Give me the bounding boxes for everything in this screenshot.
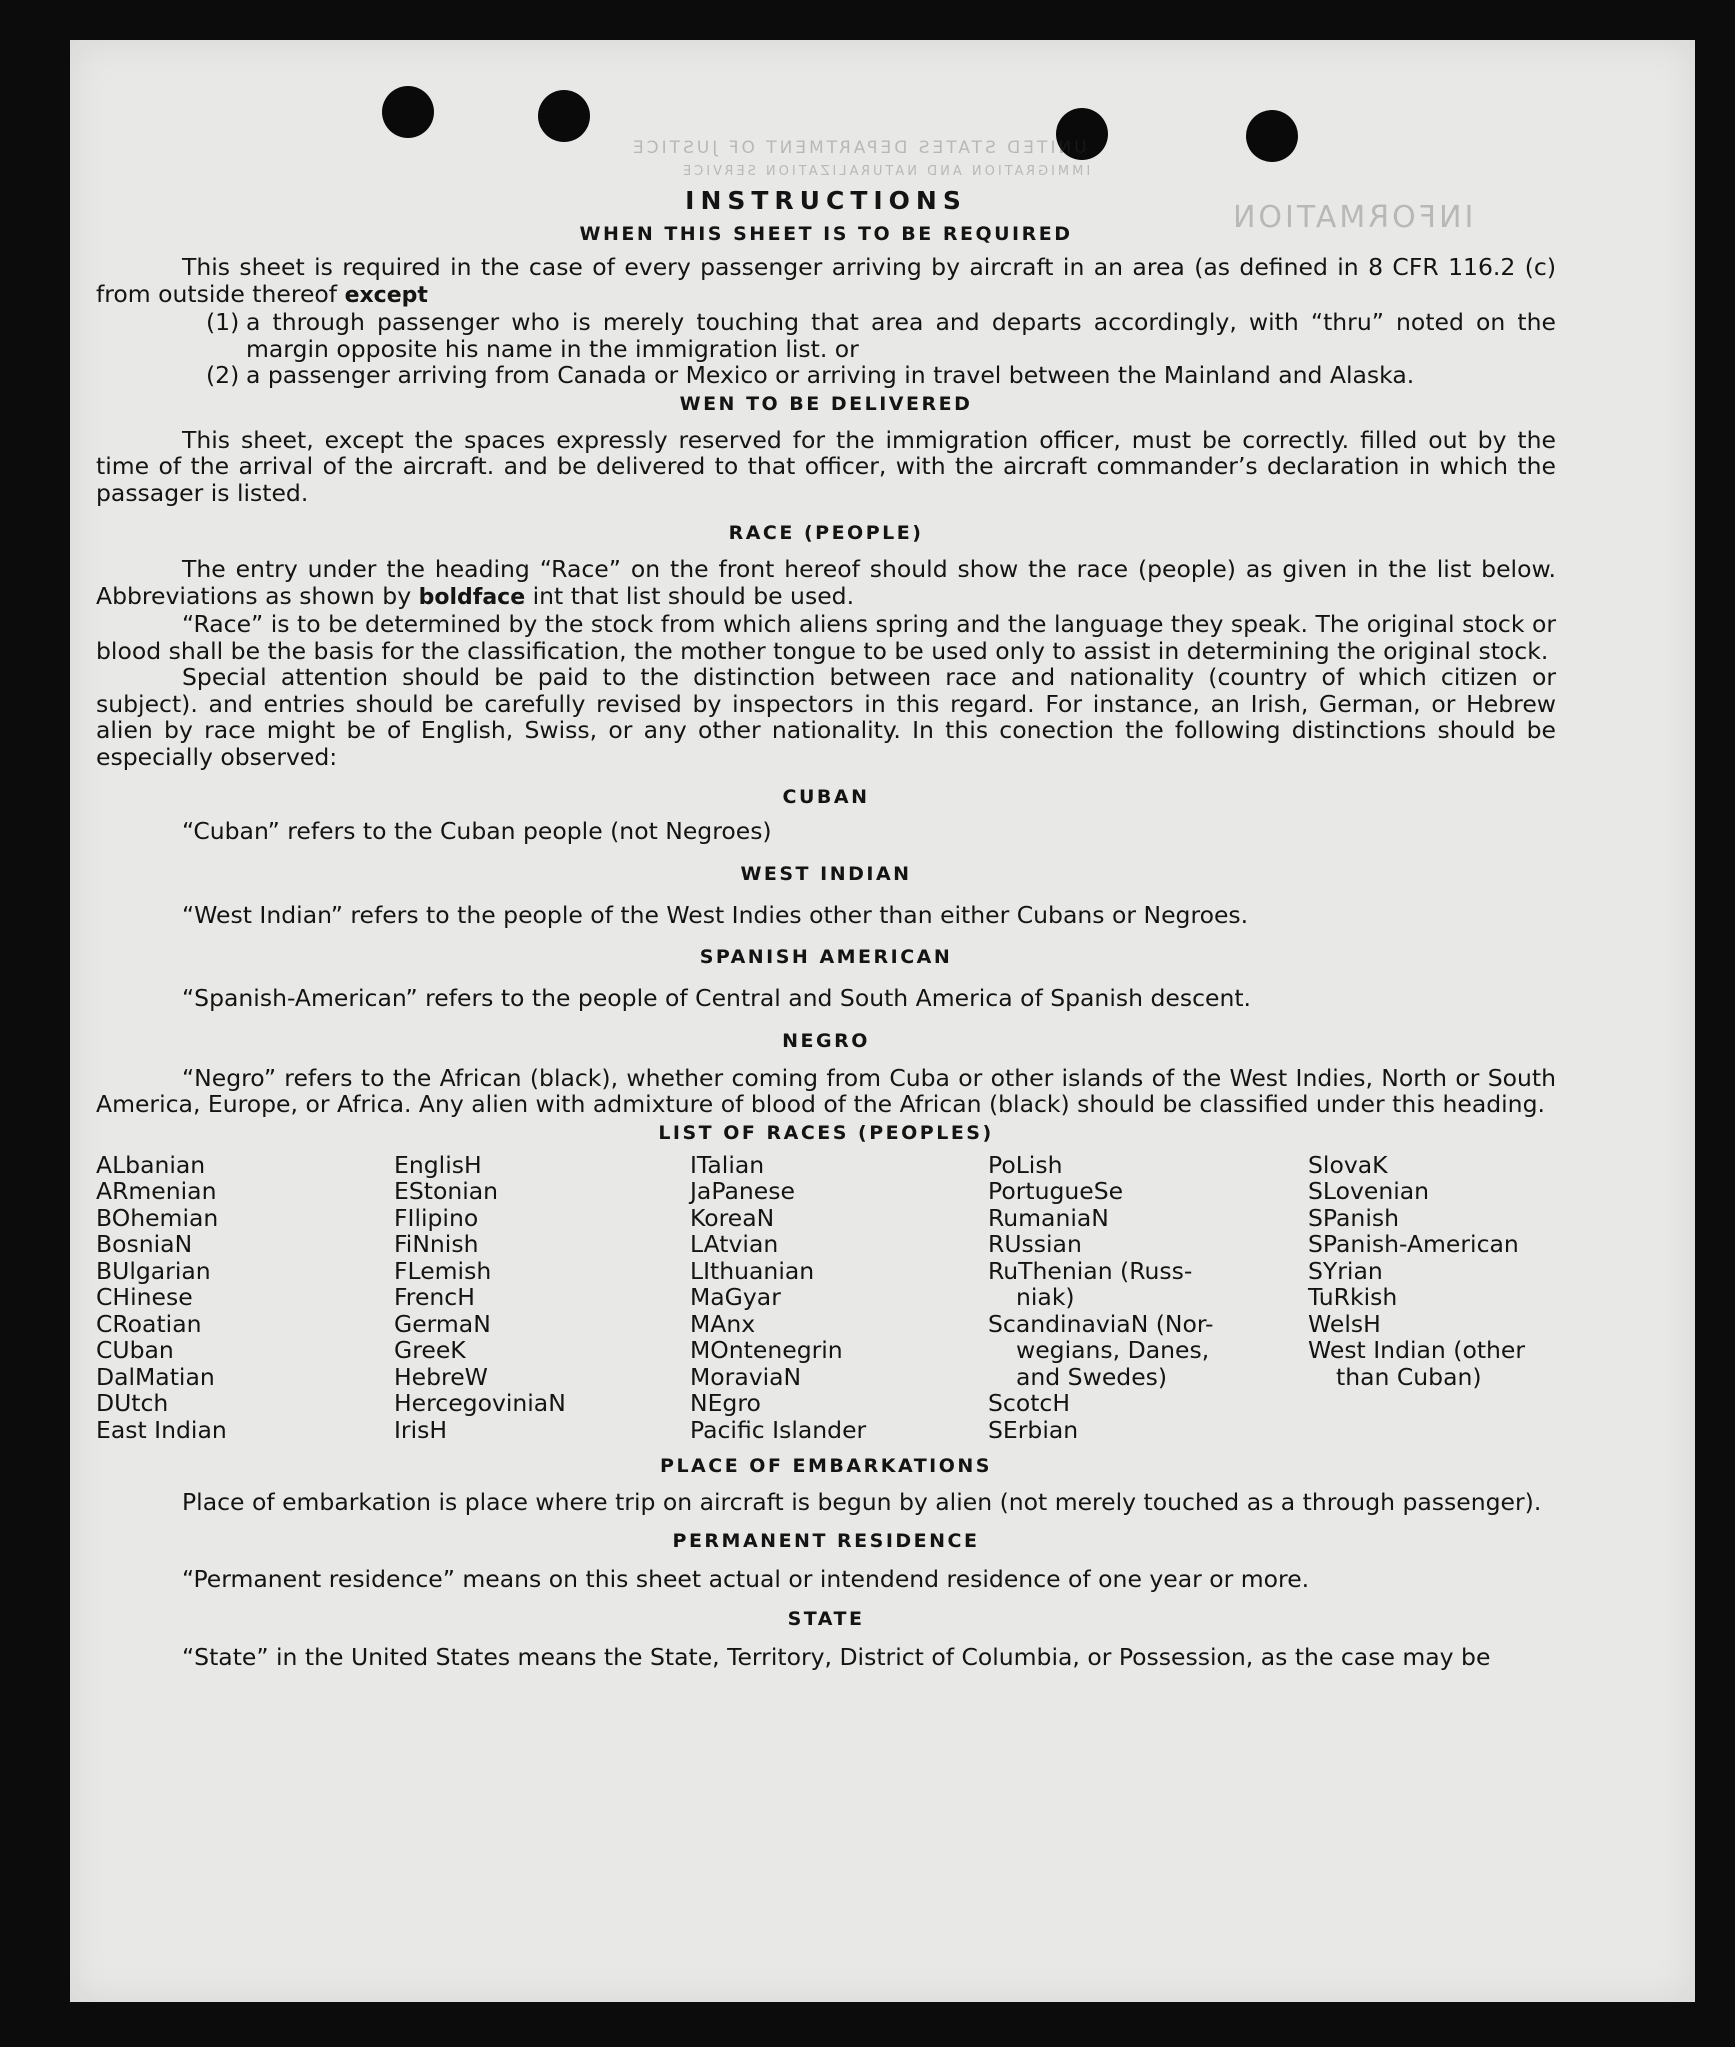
- heading-race: RACE (PEOPLE): [728, 522, 924, 544]
- race-entry: BUlgarian: [96, 1256, 211, 1285]
- race-entry: FIlipino: [394, 1203, 479, 1232]
- races-list: [96, 1152, 1556, 1444]
- race-entry: Pacific Islander: [690, 1415, 867, 1444]
- heading-cuban: CUBAN: [782, 786, 870, 808]
- race-entry: East Indian: [96, 1415, 227, 1444]
- race-entry: RUssian: [988, 1230, 1082, 1258]
- race-entry: RumaniaN: [988, 1203, 1109, 1232]
- heading-state: STATE: [787, 1608, 865, 1630]
- race-entry: JaPanese: [690, 1177, 795, 1205]
- race-entry: FiNnish: [394, 1230, 479, 1258]
- race-entry: SYrian: [1308, 1256, 1383, 1285]
- document-sheet: [70, 40, 1695, 2002]
- heading-embarkation: PLACE OF EMBARKATIONS: [660, 1455, 992, 1477]
- cuban-text: “Cuban” refers to the Cuban people (not Negroes): [182, 817, 772, 845]
- races-column-4: [988, 1152, 1308, 1444]
- race-entry: wegians, Danes,: [1016, 1336, 1210, 1364]
- race-entry: SPanish-American: [1308, 1230, 1519, 1258]
- race-entry: NEgro: [690, 1389, 761, 1417]
- races-column-1: [96, 1152, 394, 1444]
- race-paragraph-3: Special attention should be paid to the distinction between race and nationality (country of which citizen or subject). and entries should be carefully revised by inspectors in this regard. For instance, an Irish, German, or Hebrew alien by race might be of English, Swiss, or any other nationality. In this conection the following distinctions should be especially observed:: [96, 663, 1556, 771]
- race-entry: PoLish: [988, 1150, 1063, 1179]
- residence-text: “Permanent residence” means on this sheet actual or intendend residence of one year or more.: [182, 1564, 1310, 1593]
- race-entry: SPanish: [1308, 1203, 1399, 1232]
- race-entry: and Swedes): [1016, 1362, 1168, 1391]
- race-entry: West Indian (other: [1308, 1336, 1526, 1364]
- heading-residence: PERMANENT RESIDENCE: [672, 1529, 980, 1552]
- race-entry: LIthuanian: [690, 1256, 815, 1285]
- state-text: “State” in the United States means the State, Territory, District of Columbia, or Possession, as the case may be: [182, 1643, 1491, 1671]
- race-entry: MoraviaN: [690, 1362, 802, 1391]
- punch-hole-4: [1246, 110, 1298, 162]
- race-entry: ITalian: [690, 1150, 765, 1179]
- race-paragraph-2: “Race” is to be determined by the stock from which aliens spring and the language they speak. The original stock or blood shall be the basis for the classification, the mother tongue to be used only to assist in determining the original stock.: [96, 610, 1556, 665]
- races-column-5: [1308, 1152, 1556, 1444]
- race-entry: HebreW: [394, 1362, 488, 1391]
- bleed-through-side: INFORMATION: [1230, 200, 1474, 235]
- instructions-content: [96, 186, 1556, 1671]
- heading-spanish-american: SPANISH AMERICAN: [699, 946, 953, 968]
- race-entry: SlovaK: [1308, 1150, 1388, 1179]
- page-title: INSTRUCTIONS: [685, 186, 967, 215]
- race-entry: SLovenian: [1308, 1177, 1430, 1205]
- race-entry: MOntenegrin: [690, 1336, 843, 1364]
- race-entry: DalMatian: [96, 1362, 215, 1391]
- race-entry: ScandinaviaN (Nor-: [988, 1309, 1214, 1338]
- race-entry: EnglisH: [394, 1150, 482, 1179]
- race-entry: MAnx: [690, 1309, 756, 1338]
- punch-hole-1: [382, 86, 434, 138]
- race-entry: ARmenian: [96, 1177, 217, 1205]
- race-entry: ScotcH: [988, 1389, 1071, 1417]
- heading-west-indian: WEST INDIAN: [740, 862, 912, 885]
- heading-delivered: WEN TO BE DELIVERED: [679, 392, 973, 415]
- race-entry: FrencH: [394, 1283, 475, 1311]
- race-entry: DUtch: [96, 1389, 169, 1417]
- race-entry: BosniaN: [96, 1230, 193, 1258]
- negro-text: “Negro” refers to the African (black), whether coming from Cuba or other islands of the West Indies, North or South America, Europe, or Africa. Any alien with admixture of blood of the African (black) should be classified under this heading.: [96, 1063, 1556, 1118]
- race-entry: IrisH: [394, 1415, 448, 1444]
- race-entry: EStonian: [394, 1177, 499, 1205]
- west-indian-text: “West Indian” refers to the people of the West Indies other than either Cubans or Negroes.: [182, 900, 1249, 929]
- heading-negro: NEGRO: [782, 1029, 870, 1052]
- required-item-1: (1) a through passenger who is merely touching that area and departs accordingly, with “thru” noted on the margin opposite his name in the immigration list. or: [206, 308, 1556, 363]
- race-entry: than Cuban): [1336, 1362, 1482, 1391]
- race-paragraph-1: The entry under the heading “Race” on the front hereof should show the race (people) as given in the list below. Abbreviations as shown by boldface int that list should be used.: [96, 555, 1556, 610]
- race-entry: CHinese: [96, 1283, 193, 1311]
- race-entry: HercegoviniaN: [394, 1389, 566, 1417]
- race-entry: RuThenian (Russ-: [988, 1256, 1193, 1285]
- spanish-american-text: “Spanish-American” refers to the people of Central and South America of Spanish descent.: [182, 984, 1252, 1012]
- punch-hole-2: [538, 90, 590, 142]
- race-entry: BOhemian: [96, 1203, 219, 1232]
- race-entry: GermaN: [394, 1309, 491, 1338]
- bleed-through-header-2: IMMIGRATION AND NATURALIZATION SERVICE: [680, 164, 1091, 179]
- race-entry: GreeK: [394, 1336, 466, 1364]
- race-entry: WelsH: [1308, 1309, 1381, 1338]
- heading-required: WHEN THIS SHEET IS TO BE REQUIRED: [579, 223, 1073, 245]
- race-entry: KoreaN: [690, 1203, 775, 1232]
- heading-list-of-races: LIST OF RACES (PEOPLES): [658, 1121, 994, 1144]
- race-entry: MaGyar: [690, 1283, 781, 1311]
- races-column-2: [394, 1152, 690, 1444]
- race-entry: CRoatian: [96, 1309, 202, 1338]
- race-entry: TuRkish: [1308, 1283, 1398, 1311]
- delivered-text: This sheet, except the spaces expressly reserved for the immigration officer, must be correctly. filled out by the time of the arrival of the aircraft. and be delivered to that officer, with the aircraft commander’s declaration in which the passager is listed.: [96, 425, 1556, 507]
- race-entry: ALbanian: [96, 1150, 206, 1179]
- races-column-3: [690, 1152, 988, 1444]
- race-entry: PortugueSe: [988, 1177, 1124, 1205]
- race-entry: SErbian: [988, 1415, 1079, 1444]
- race-entry: LAtvian: [690, 1230, 779, 1258]
- bleed-through-header-1: UNITED STATES DEPARTMENT OF JUSTICE: [630, 138, 1087, 158]
- required-intro: This sheet is required in the case of every passenger arriving by aircraft in an area (as defined in 8 CFR 116.2 (c) from outside thereof except: [96, 253, 1556, 308]
- race-entry: FLemish: [394, 1256, 492, 1285]
- embarkation-text: Place of embarkation is place where trip on aircraft is begun by alien (not merely touched as a through passenger).: [182, 1488, 1542, 1516]
- required-item-2: (2) a passenger arriving from Canada or Mexico or arriving in travel between the Mainland and Alaska.: [206, 361, 1415, 389]
- race-entry: CUban: [96, 1336, 174, 1364]
- race-entry: niak): [1016, 1283, 1075, 1311]
